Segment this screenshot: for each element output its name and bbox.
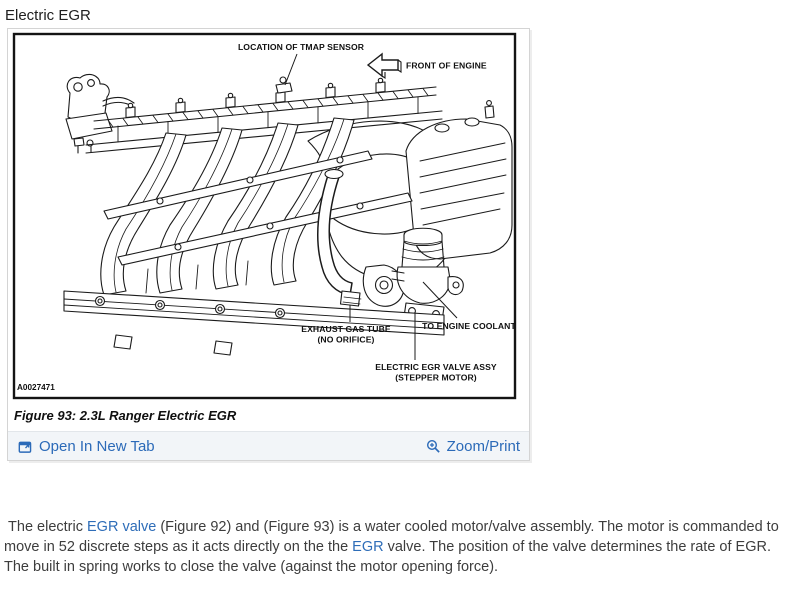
label-egr-valve-1: ELECTRIC EGR VALVE ASSY	[375, 362, 497, 372]
egr-valve-link[interactable]: EGR valve	[87, 519, 157, 535]
open-in-new-tab-icon	[18, 439, 33, 454]
zoom-print-label: Zoom/Print	[446, 437, 520, 455]
label-exhaust-tube-2: (NO ORIFICE)	[317, 334, 375, 345]
label-front-of-engine: FRONT OF ENGINE	[406, 60, 487, 71]
open-in-new-tab-label: Open In New Tab	[39, 437, 155, 455]
label-engine-coolant: TO ENGINE COOLANT	[422, 321, 516, 331]
egr-link[interactable]: EGR	[352, 539, 384, 555]
label-egr-valve-2: (STEPPER MOTOR)	[395, 372, 477, 383]
article-text: (Figure 92) and (Figure 93) is a water cooled motor/valve assembly. The motor is commanded to move in 52 discrete steps as it acts directly on the the	[4, 519, 783, 555]
article-text: The electric	[4, 519, 88, 535]
page-title: Electric EGR	[5, 7, 91, 24]
article-paragraph	[4, 517, 798, 577]
article-text: valve. The position of the valve determines the rate of EGR. The built in spring works to close the valve (against the motor opening force).	[4, 539, 775, 575]
figure-image	[8, 29, 529, 401]
open-in-new-tab-link[interactable]	[18, 438, 155, 455]
tmap-sensor	[276, 83, 292, 93]
zoom-print-link[interactable]	[426, 438, 520, 455]
egr-diagram	[8, 29, 529, 401]
magnifier-plus-icon	[426, 439, 441, 454]
figure-image-code: A0027471	[17, 383, 55, 392]
label-exhaust-tube-1: EXHAUST GAS TUBE	[301, 324, 391, 334]
figure-caption: Figure 93: 2.3L Ranger Electric EGR	[14, 408, 237, 423]
label-tmap-sensor: LOCATION OF TMAP SENSOR	[237, 42, 365, 52]
figure-toolbar	[8, 431, 529, 460]
figure-card	[7, 28, 530, 461]
